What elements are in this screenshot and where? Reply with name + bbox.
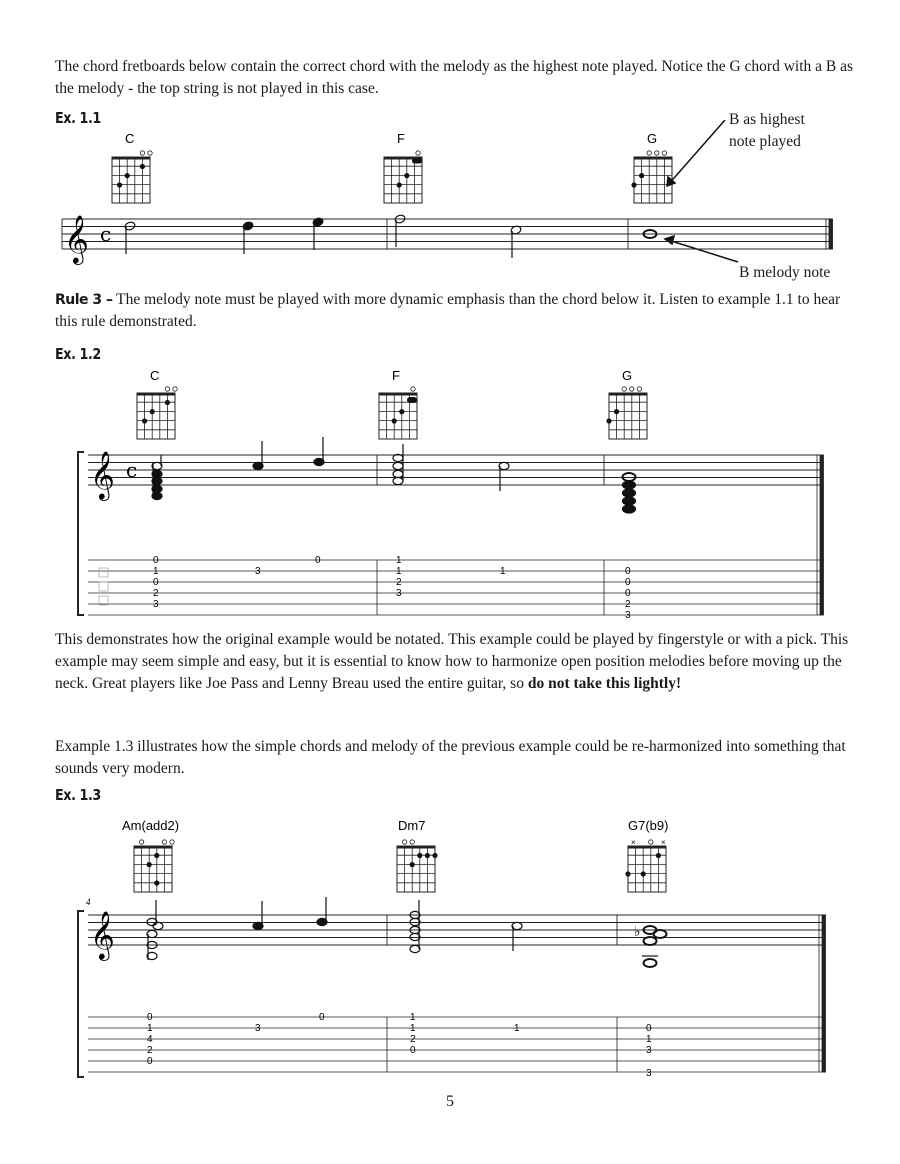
tab-number: 1 — [410, 1023, 416, 1034]
chord-name-c: C — [125, 131, 135, 146]
tab-number: 0 — [153, 555, 159, 566]
chord-name-g-2: G — [622, 368, 633, 383]
annotation-arrows — [665, 120, 738, 262]
annotation-b-highest-line1: B as highest — [729, 111, 805, 128]
chord-diagram-g-2 — [606, 387, 647, 439]
chord-name-f: F — [397, 131, 405, 146]
explanation-text: This demonstrates how the original example would be notated. This example could be played by fingerstyle or with a pick. This example may seem simple and easy, but it is essential to know how to harmonize open position melodies before moving up the neck. Great players like Joe Pass and Lenny Breau used the entire guitar, so — [55, 631, 849, 692]
tab-number: 0 — [147, 1056, 153, 1067]
svg-text:×: × — [661, 838, 666, 847]
tab-number: 2 — [153, 588, 159, 599]
system-bracket-3 — [78, 911, 84, 1077]
common-time-icon-2: c — [126, 458, 138, 482]
tab-number: 0 — [153, 577, 159, 588]
tab-staff-ex-1-3 — [88, 915, 826, 1072]
notes-ex-1-3 — [147, 897, 667, 967]
rule-3-paragraph — [55, 289, 855, 333]
chord-name-g7-b9: G7(b9) — [628, 818, 669, 833]
rule-3-label: Rule 3 – — [55, 292, 113, 308]
chord-name-g: G — [647, 131, 658, 146]
chord-diagram-c — [112, 151, 152, 203]
svg-text:×: × — [631, 838, 636, 847]
tab-number: 1 — [147, 1023, 153, 1034]
tab-number: 3 — [625, 610, 631, 621]
rule-3-text: The melody note must be played with more dynamic emphasis than the chord below it. Listen to example 1.1 to hear this rule demonstrated. — [55, 291, 841, 330]
reharmonize-paragraph: Example 1.3 illustrates how the simple chords and melody of the previous example could be re-harmonized into something that sounds very modern. — [55, 738, 846, 777]
tab-number: 3 — [646, 1045, 652, 1056]
treble-clef-icon-2: 𝄞 — [90, 450, 115, 499]
staff-ex-1-1 — [62, 219, 833, 249]
chord-diagram-g7-b9 — [625, 838, 666, 892]
tab-number: 1 — [396, 566, 402, 577]
annotation-b-melody-note: B melody note — [739, 264, 831, 281]
example-1-3-system — [0, 812, 900, 1082]
tab-number: 1 — [514, 1023, 520, 1034]
page-number: 5 — [446, 1093, 454, 1110]
tab-number: 0 — [319, 1012, 325, 1023]
example-1-2-label: Ex. 1.2 — [55, 345, 101, 363]
explanation-paragraph — [55, 629, 855, 695]
tab-staff-ex-1-2 — [88, 455, 824, 615]
chord-diagram-g — [631, 151, 672, 203]
tab-number: 3 — [153, 599, 159, 610]
system-bracket — [78, 452, 84, 615]
tab-number: 3 — [255, 1023, 261, 1034]
tab-number: 0 — [315, 555, 321, 566]
measure-number: 4 — [86, 897, 91, 907]
chord-diagram-am-add2 — [134, 840, 174, 892]
chord-diagram-f — [384, 151, 422, 203]
tab-number: 0 — [625, 588, 631, 599]
tab-number: 4 — [147, 1034, 153, 1045]
chord-diagram-c-2 — [137, 387, 177, 439]
tab-number: 0 — [625, 577, 631, 588]
tab-number: 2 — [396, 577, 402, 588]
staff-ex-1-3 — [88, 915, 826, 945]
example-1-3-label: Ex. 1.3 — [55, 786, 101, 804]
explanation-bold: do not take this lightly! — [527, 675, 682, 692]
intro-paragraph: The chord fretboards below contain the correct chord with the melody as the highest note played. Notice the G chord with a B as the melody - the top string is not played in this case. — [55, 58, 854, 97]
annotation-b-highest-line2: note played — [729, 133, 801, 150]
tab-number: 1 — [153, 566, 159, 577]
tab-number: 1 — [396, 555, 402, 566]
tab-number: 0 — [410, 1045, 416, 1056]
tab-numbers-ex-1-3 — [147, 1012, 652, 1079]
notes-ex-1-1 — [124, 214, 656, 258]
tab-number: 2 — [410, 1034, 416, 1045]
chord-name-c-2: C — [150, 368, 160, 383]
tab-number: 1 — [500, 566, 506, 577]
tab-number: 3 — [255, 566, 261, 577]
tab-number: 0 — [646, 1023, 652, 1034]
tab-number: 3 — [396, 588, 402, 599]
chord-diagram-dm7 — [397, 840, 438, 892]
tab-number: 2 — [147, 1045, 153, 1056]
notes-ex-1-2 — [152, 437, 636, 513]
tab-number: 3 — [646, 1068, 652, 1079]
tab-number: 0 — [147, 1012, 153, 1023]
example-1-1-label: Ex. 1.1 — [55, 109, 101, 127]
tab-numbers-ex-1-2 — [153, 555, 631, 621]
staff-ex-1-2 — [88, 455, 823, 485]
svg-text:♭: ♭ — [634, 924, 641, 940]
treble-clef-icon: 𝄞 — [64, 214, 89, 263]
common-time-icon: c — [100, 222, 112, 246]
chord-name-dm7: Dm7 — [398, 818, 426, 833]
chord-name-f-2: F — [392, 368, 400, 383]
tab-number: 1 — [646, 1034, 652, 1045]
tab-number: 1 — [410, 1012, 416, 1023]
treble-clef-icon-3: 𝄞 — [90, 910, 115, 959]
example-1-2-system — [0, 360, 900, 625]
chord-name-am-add2: Am(add2) — [122, 818, 180, 833]
tab-number: 2 — [625, 599, 631, 610]
chord-diagram-f-2 — [379, 387, 417, 439]
example-1-1-system — [0, 120, 900, 280]
tab-number: 0 — [625, 566, 631, 577]
